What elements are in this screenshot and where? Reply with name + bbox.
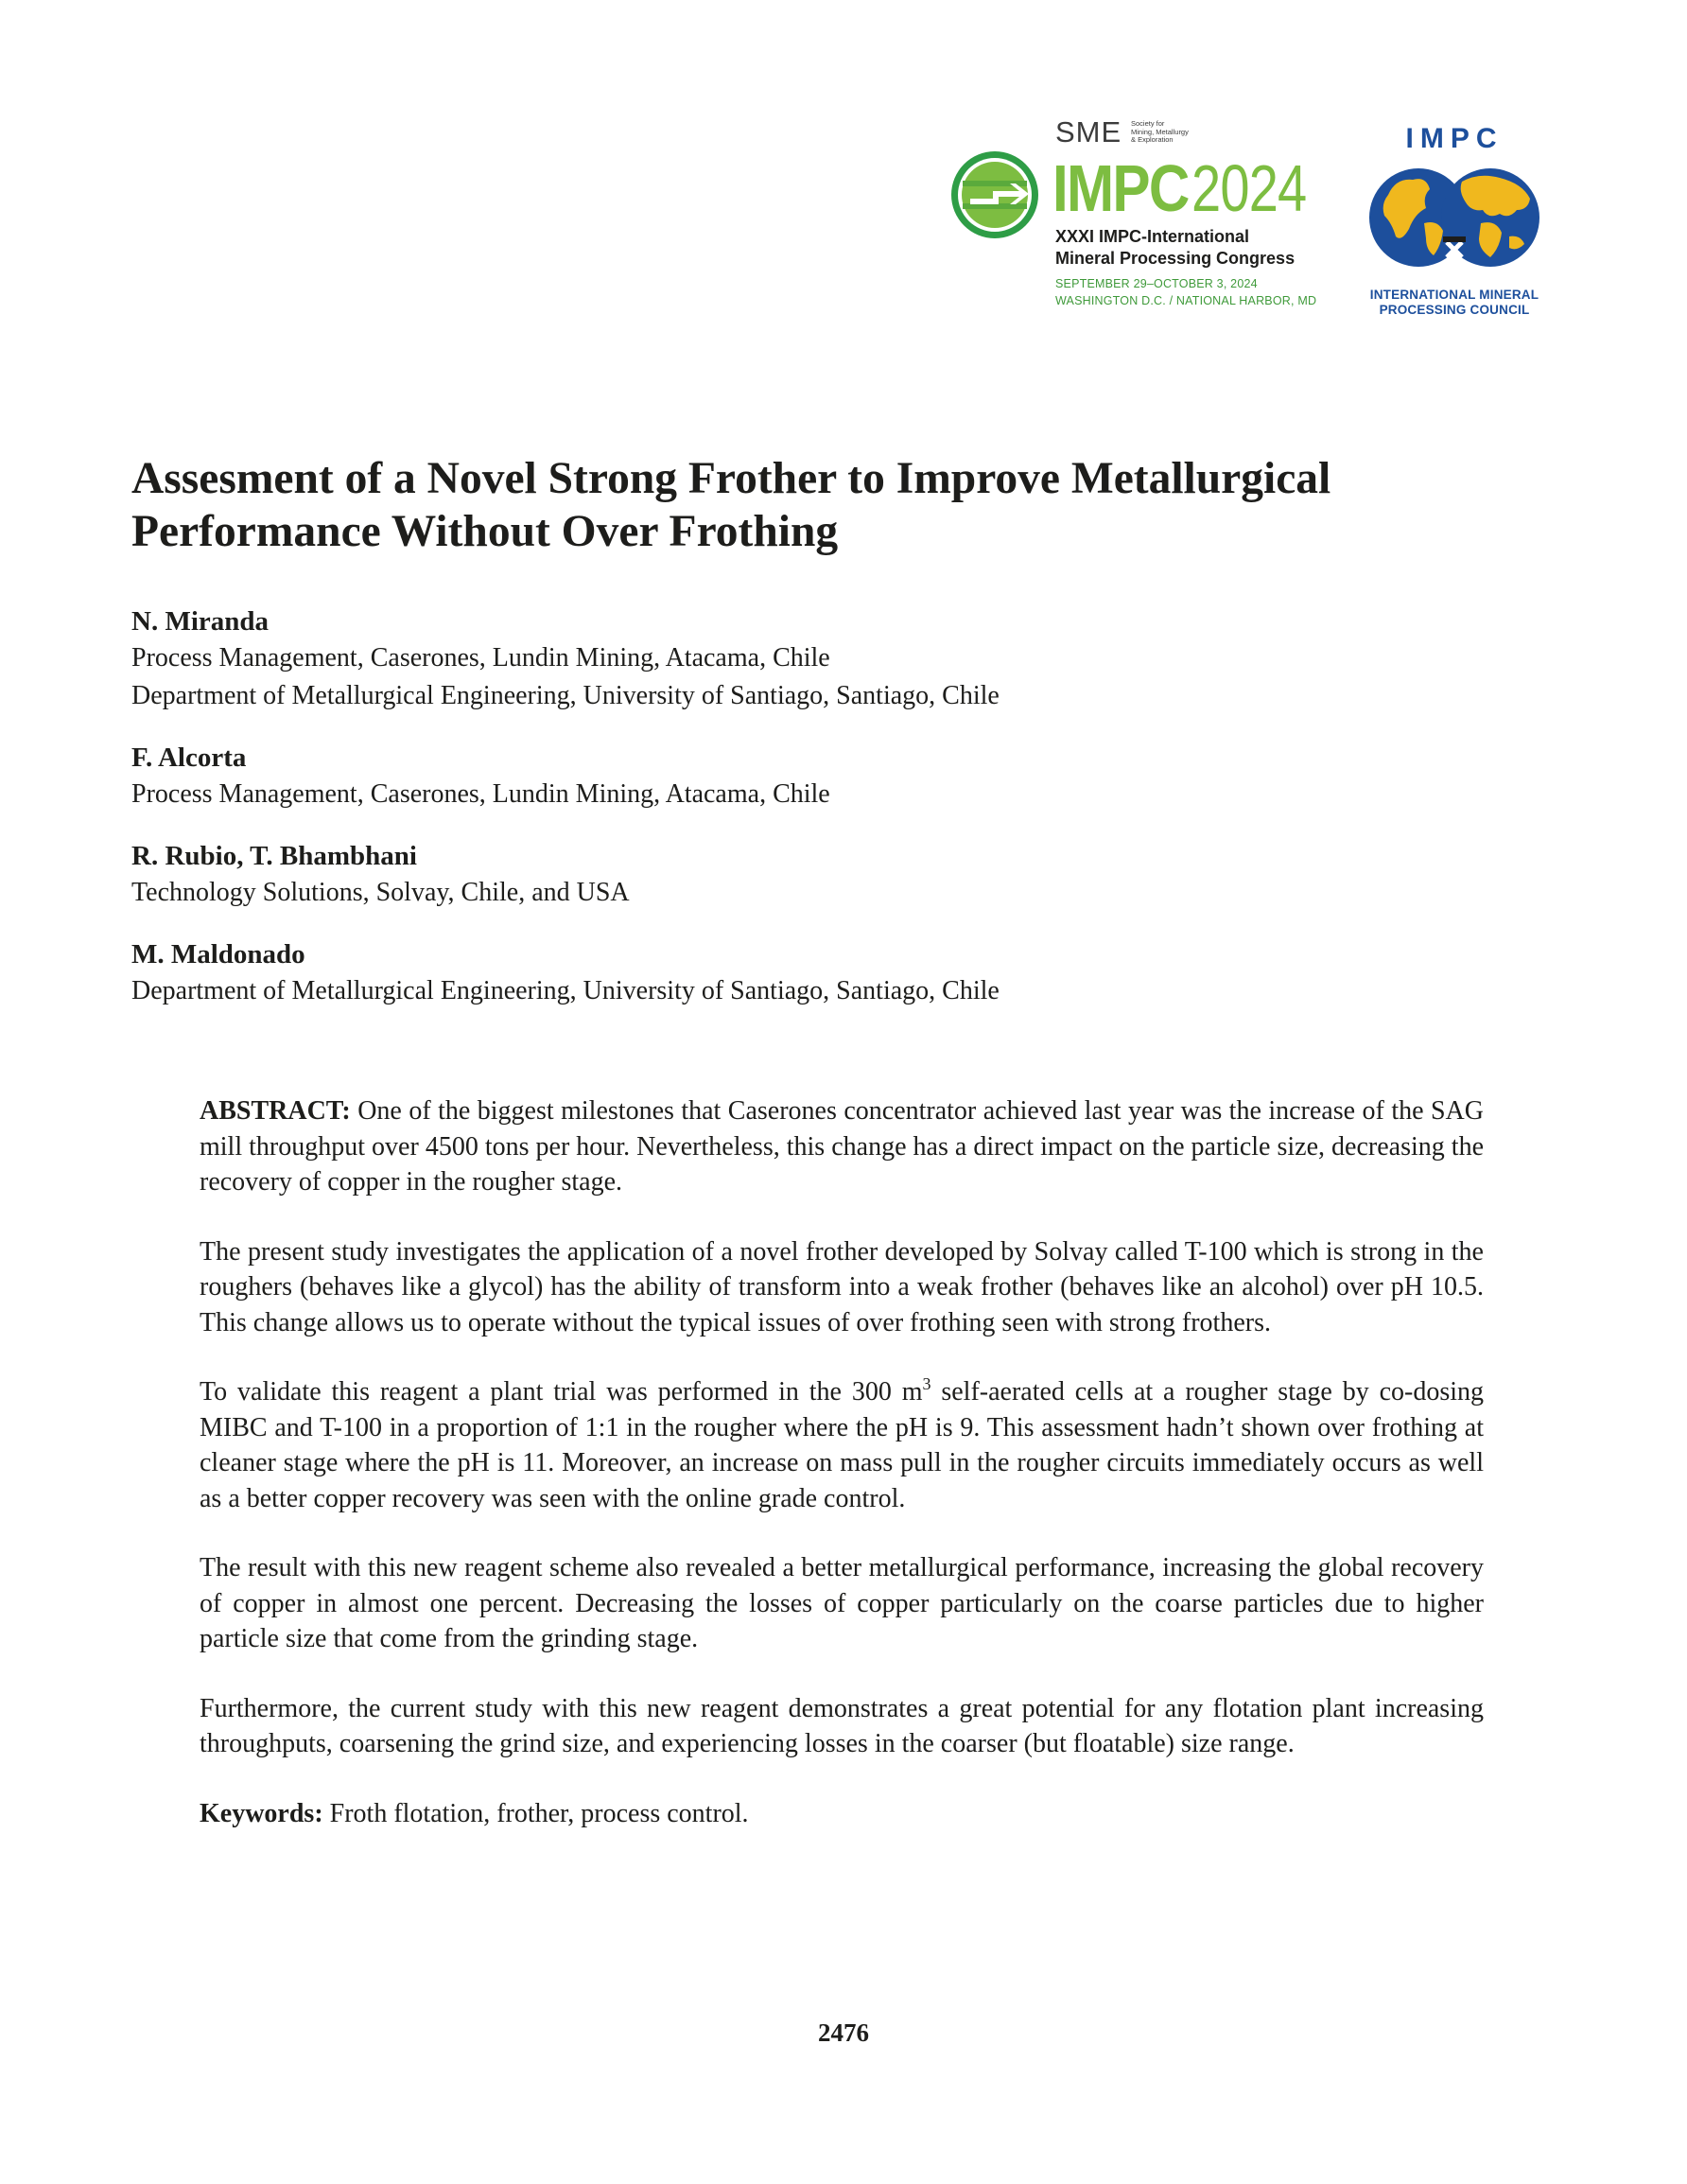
author-name: M. Maldonado: [131, 939, 305, 970]
sme-tagline: Society for Mining, Metallurgy & Exploration: [1131, 119, 1189, 144]
impc-year: 2024: [1191, 151, 1307, 225]
abstract-paragraph: The result with this new reagent scheme also revealed a better metallurgical performance, increasing the global recovery of copper in almost one percent. Decreasing the losses of copper particularly on the coarse particles due to higher particle size that come from the grinding stage.: [200, 1553, 1484, 1653]
abstract-label: ABSTRACT:: [200, 1096, 351, 1126]
abstract-paragraph: The present study investigates the application of a novel frother developed by Solvay called T-100 which is strong in the roughers (behaves like a glycol) has the ability of transform into a weak frother (behaves like an alcohol) over pH 10.5. This change allows us to operate without the typical issues of over frothing seen with strong frothers.: [200, 1236, 1484, 1337]
page-number: 2476: [818, 2018, 869, 2047]
author-name: N. Miranda: [131, 606, 269, 637]
abstract: [200, 1093, 1484, 1831]
impc-arrow-emblem-icon: [949, 149, 1040, 240]
abstract-text: self-aerated cells at a rougher stage by co-dosing MIBC and T-100 in a proportion of 1:1 in the rougher where the pH is 9. This assessment hadn’t shown over frothing at cleaner stage where the pH is 11. Moreover, an increase on mass pull in the rougher circuits immediately occurs as well as a better copper recovery was seen with the online grade control.: [200, 1377, 1484, 1513]
paper-title: Assesment of a Novel Strong Frother to Improve Metallurgical Performance Without Over Frothing: [131, 454, 1331, 556]
keywords-text: Froth flotation, frother, process control.: [329, 1798, 749, 1828]
author-block: [131, 838, 1531, 912]
author-name: R. Rubio, T. Bhambhani: [131, 841, 417, 871]
impc2024-congress-logo: [949, 115, 1328, 323]
author-affiliation: Process Management, Caserones, Lundin Mining, Atacama, Chile: [131, 779, 830, 809]
author-affiliation: Department of Metallurgical Engineering, University of Santiago, Santiago, Chile: [131, 681, 1000, 710]
council-logo-title: IMPC: [1405, 123, 1504, 154]
globe-icon: [1367, 157, 1541, 278]
abstract-text: One of the biggest milestones that Caserones concentrator achieved last year was the increase of the SAG mill throughput over 4500 tons per hour. Nevertheless, this change has a direct impact on the particle size, decreasing the recovery of copper in the rougher stage.: [200, 1096, 1484, 1197]
superscript: 3: [922, 1374, 931, 1393]
author-name: F. Alcorta: [131, 743, 247, 773]
sme-wordmark: SME: [1055, 115, 1122, 149]
congress-dates: SEPTEMBER 29–OCTOBER 3, 2024: [1055, 277, 1258, 290]
impc-wordmark: IMPC: [1052, 151, 1189, 225]
impc-council-logo: [1360, 123, 1549, 322]
author-affiliation: Process Management, Caserones, Lundin Mining, Atacama, Chile: [131, 643, 830, 673]
keywords: [200, 1796, 1484, 1832]
author-block: [131, 936, 1531, 1010]
abstract-text: To validate this reagent a plant trial was performed in the 300 m: [200, 1377, 923, 1406]
author-block: [131, 740, 1531, 813]
congress-location: WASHINGTON D.C. / NATIONAL HARBOR, MD: [1055, 294, 1317, 307]
abstract-paragraph: Furthermore, the current study with this new reagent demonstrates a great potential for any flotation plant increasing throughputs, coarsening the grind size, and experiencing losses in the coarser (but floatable) size range.: [200, 1693, 1484, 1758]
congress-name-line-2: Mineral Processing Congress: [1055, 249, 1296, 268]
author-block: [131, 603, 1531, 715]
abstract-paragraph: [200, 1093, 1484, 1200]
abstract-paragraph: [200, 1374, 1484, 1516]
council-name-line-1: INTERNATIONAL MINERAL: [1369, 288, 1539, 302]
council-name-line-2: PROCESSING COUNCIL: [1379, 303, 1530, 317]
author-affiliation: Department of Metallurgical Engineering, University of Santiago, Santiago, Chile: [131, 976, 1000, 1005]
congress-name-line-1: XXXI IMPC-International: [1055, 227, 1250, 246]
author-affiliation: Technology Solutions, Solvay, Chile, and USA: [131, 878, 630, 907]
keywords-label: Keywords:: [200, 1798, 323, 1828]
